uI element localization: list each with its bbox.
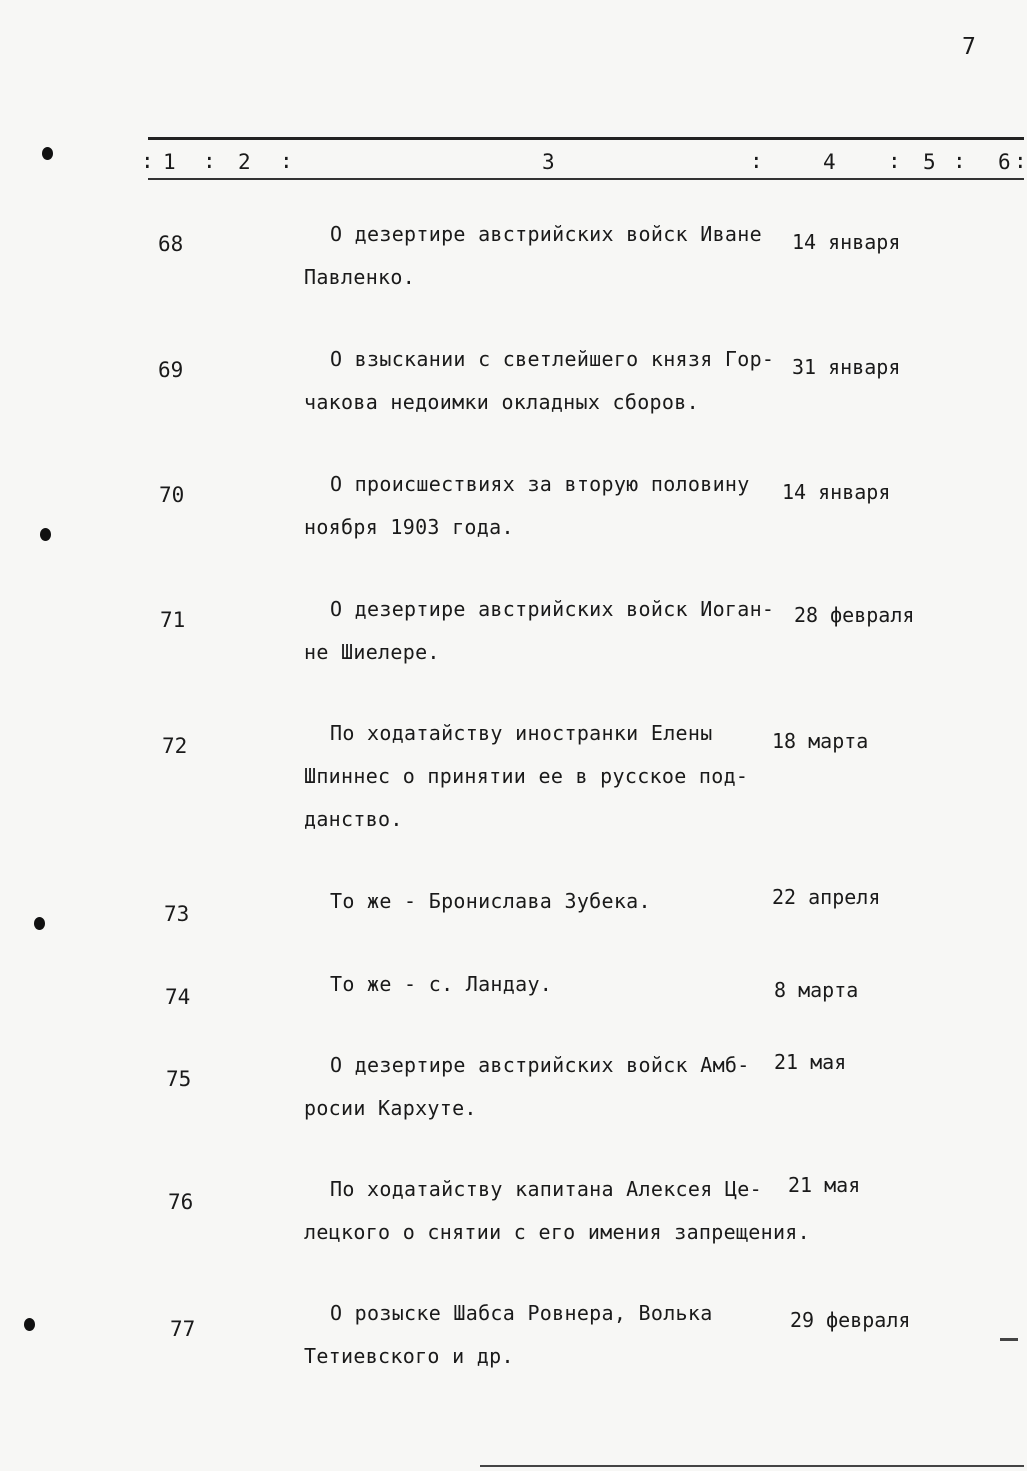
row-description — [304, 1044, 774, 1130]
column-separator: : — [1014, 149, 1027, 173]
column-separator: : — [280, 149, 293, 173]
row-date: 21 мая — [788, 1173, 861, 1197]
binder-hole-mark — [24, 1318, 35, 1331]
row-date: 14 января — [782, 480, 891, 504]
binder-hole-mark — [42, 147, 53, 160]
description-line: О дезертире австрийских войск Амб- — [330, 1053, 750, 1077]
description-line: То же - Бронислава Зубека. — [330, 889, 651, 913]
description-line: По ходатайству иностранки Елены — [330, 721, 713, 745]
row-description — [304, 588, 774, 674]
column-header-4: 4 — [823, 150, 836, 174]
row-number: 75 — [166, 1067, 192, 1091]
row-description — [304, 338, 774, 424]
description-line: О происшествиях за вторую половину — [330, 472, 750, 496]
description-line: О розыске Шабса Ровнера, Волька — [330, 1301, 713, 1325]
row-number: 74 — [165, 985, 191, 1009]
row-date: 28 февраля — [794, 603, 915, 627]
column-header-2: 2 — [238, 150, 251, 174]
row-number: 68 — [158, 232, 184, 256]
row-date: 29 февраля — [790, 1308, 911, 1332]
row-description — [304, 963, 774, 1006]
row-number: 73 — [164, 902, 190, 926]
row-description — [304, 1168, 810, 1254]
description-line: лецкого о снятии с его имения запрещения. — [304, 1220, 810, 1244]
row-date: 21 мая — [774, 1050, 847, 1074]
row-date: 18 марта — [772, 729, 869, 753]
column-header-1: 1 — [163, 150, 176, 174]
row-number: 76 — [168, 1190, 194, 1214]
header-rule-bottom — [148, 178, 1024, 180]
row-description — [304, 712, 774, 841]
column-header-3: 3 — [542, 150, 555, 174]
row-description — [304, 213, 774, 299]
row-description — [304, 463, 774, 549]
column-header-6: 6 — [998, 150, 1011, 174]
row-number: 69 — [158, 358, 184, 382]
description-line: Тетиевского и др. — [304, 1344, 514, 1368]
description-line: О дезертире австрийских войск Иване — [330, 222, 762, 246]
page-number: 7 — [962, 34, 976, 60]
description-line: не Шиелере. — [304, 640, 440, 664]
column-separator: : — [750, 149, 763, 173]
description-line: Шпиннес о принятии ее в русское под- — [304, 764, 749, 788]
description-line: По ходатайству капитана Алексея Це- — [330, 1177, 762, 1201]
description-line: данство. — [304, 807, 403, 831]
row-number: 70 — [159, 483, 185, 507]
header-rule-top — [148, 137, 1024, 140]
description-line: чакова недоимки окладных сборов. — [304, 390, 699, 414]
column-separator: : — [141, 149, 154, 173]
description-line: О дезертире австрийских войск Иоган- — [330, 597, 775, 621]
description-line: Павленко. — [304, 265, 416, 289]
bottom-rule — [480, 1465, 1024, 1467]
binder-hole-mark — [40, 528, 51, 541]
description-line: ноября 1903 года. — [304, 515, 514, 539]
row-date: 31 января — [792, 355, 901, 379]
column-separator: : — [888, 149, 901, 173]
row-date: 8 марта — [774, 978, 859, 1002]
margin-mark — [1000, 1338, 1018, 1341]
column-header-5: 5 — [923, 150, 936, 174]
description-line: То же - с. Ландау. — [330, 972, 553, 996]
column-separator: : — [203, 149, 216, 173]
row-date: 22 апреля — [772, 885, 881, 909]
row-description — [304, 880, 774, 923]
column-separator: : — [953, 149, 966, 173]
description-line: росии Кархуте. — [304, 1096, 477, 1120]
row-date: 14 января — [792, 230, 901, 254]
binder-hole-mark — [34, 917, 45, 930]
row-number: 77 — [170, 1317, 196, 1341]
row-description — [304, 1292, 774, 1378]
row-number: 71 — [160, 608, 186, 632]
description-line: О взыскании с светлейшего князя Гор- — [330, 347, 775, 371]
row-number: 72 — [162, 734, 188, 758]
